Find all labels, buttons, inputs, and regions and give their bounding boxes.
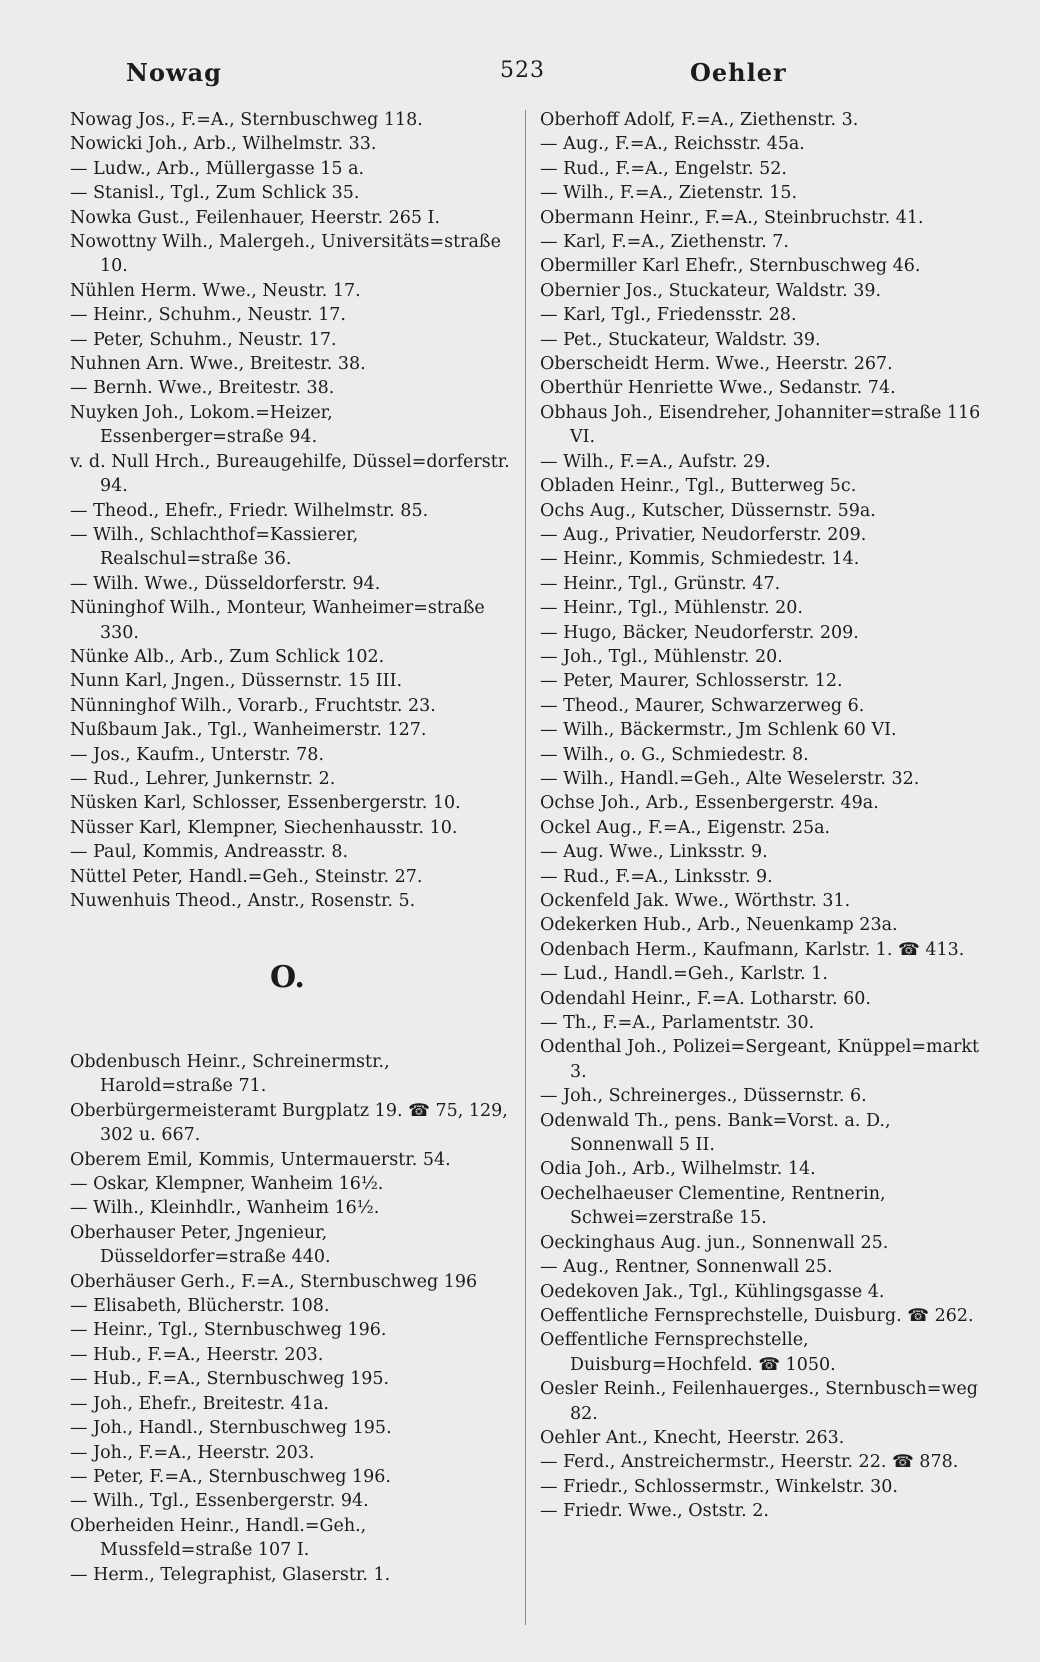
directory-entry: — Aug., F.=A., Reichsstr. 45a. [540,134,805,155]
directory-entry: — Ludw., Arb., Müllergasse 15 a. [70,158,365,179]
directory-entry: Nüsser Karl, Klempner, Siechenhausstr. 10. [70,817,458,838]
directory-entry: — Wilh., Schlachthof=Kassierer, Realschul=straße 36. [70,524,359,570]
directory-entry: Ochs Aug., Kutscher, Düssernstr. 59a. [540,500,876,521]
directory-entry: Oeckinghaus Aug. jun., Sonnenwall 25. [540,1232,889,1253]
directory-entry: Nüninghof Wilh., Monteur, Wanheimer=straße 330. [70,598,485,643]
directory-entry: — Theod., Ehefr., Friedr. Wilhelmstr. 85. [70,500,429,521]
page-header [0,58,1040,98]
directory-entry: Oberhäuser Gerh., F.=A., Sternbuschweg 196 [70,1271,478,1292]
directory-entry: Nowka Gust., Feilenhauer, Heerstr. 265 I. [70,207,441,228]
directory-entry: v. d. Null Hrch., Bureaugehilfe, Düssel=dorferstr. 94. [70,451,510,497]
directory-entry: — Herm., Telegraphist, Glaserstr. 1. [70,1564,391,1585]
directory-entry: Odendahl Heinr., F.=A. Lotharstr. 60. [540,988,871,1009]
directory-entry: Odekerken Hub., Arb., Neuenkamp 23a. [540,915,898,936]
directory-entry: Oberem Emil, Kommis, Untermauerstr. 54. [70,1149,451,1170]
directory-entry: — Elisabeth, Blücherstr. 108. [70,1296,330,1317]
directory-entry: Odenwald Th., pens. Bank=Vorst. a. D., Sonnenwall 5 II. [540,1110,891,1156]
directory-entry: Obladen Heinr., Tgl., Butterweg 5c. [540,476,857,497]
directory-entry: Oeffentliche Fernsprechstelle, Duisburg=Hochfeld. ☎ 1050. [540,1330,836,1375]
directory-entry: Oberheiden Heinr., Handl.=Geh., Mussfeld=straße 107 I. [70,1515,367,1561]
directory-entry: Nühlen Herm. Wwe., Neustr. 17. [70,280,361,301]
directory-entry: Ockenfeld Jak. Wwe., Wörthstr. 31. [540,891,851,911]
directory-entry: — Wilh., F.=A., Zietenstr. 15. [540,183,798,204]
directory-entry: Oehler Ant., Knecht, Heerstr. 263. [540,1427,845,1448]
column-divider [525,110,526,1625]
directory-entry: — Th., F.=A., Parlamentstr. 30. [540,1013,815,1034]
directory-entry: — Karl, Tgl., Friedensstr. 28. [540,305,797,326]
directory-entry: Nüsken Karl, Schlosser, Essenbergerstr. 10. [70,793,461,814]
directory-entry: — Wilh., F.=A., Aufstr. 29. [540,451,771,472]
directory-entry: — Wilh., o. G., Schmiedestr. 8. [540,744,809,765]
directory-entry: Odenthal Joh., Polizei=Sergeant, Knüppel=markt 3. [540,1037,980,1082]
directory-entry: Oberscheidt Herm. Wwe., Heerstr. 267. [540,354,893,375]
directory-entry: Oechelhaeuser Clementine, Rentnerin, Schwei=zerstraße 15. [540,1183,886,1229]
directory-entry: — Lud., Handl.=Geh., Karlstr. 1. [540,964,828,985]
directory-entry: — Jos., Kaufm., Unterstr. 78. [70,744,325,765]
section-letter: O. [270,960,305,995]
directory-entry: — Hub., F.=A., Heerstr. 203. [70,1344,324,1365]
directory-entry: — Wilh., Handl.=Geh., Alte Weselerstr. 32. [540,768,920,789]
directory-entry: — Friedr., Schlossermstr., Winkelstr. 30. [540,1476,898,1497]
directory-entry: Nußbaum Jak., Tgl., Wanheimerstr. 127. [70,720,427,741]
directory-entry: — Theod., Maurer, Schwarzerweg 6. [540,695,865,716]
left-column-o-entries [70,1050,510,1587]
directory-entry: Obermiller Karl Ehefr., Sternbuschweg 46. [540,256,921,277]
directory-entry: Nünke Alb., Arb., Zum Schlick 102. [70,646,385,667]
header-right-keyword: Oehler [690,58,787,87]
directory-entry: — Heinr., Schuhm., Neustr. 17. [70,305,346,326]
directory-entry: — Wilh., Tgl., Essenbergerstr. 94. [70,1491,369,1512]
directory-entry: — Karl, F.=A., Ziethenstr. 7. [540,232,789,253]
directory-entry: — Joh., Ehefr., Breitestr. 41a. [70,1393,329,1414]
directory-entry: — Heinr., Tgl., Mühlenstr. 20. [540,598,803,619]
directory-entry: Oedekoven Jak., Tgl., Kühlingsgasse 4. [540,1281,885,1302]
directory-entry: — Bernh. Wwe., Breitestr. 38. [70,378,335,399]
directory-entry: — Stanisl., Tgl., Zum Schlick 35. [70,183,360,204]
directory-entry: Obermann Heinr., F.=A., Steinbruchstr. 41. [540,207,924,228]
directory-entry: — Joh., Schreinerges., Düssernstr. 6. [540,1086,867,1107]
directory-entry: — Joh., Tgl., Mühlenstr. 20. [540,646,783,667]
directory-entry: Obdenbusch Heinr., Schreinermstr., Harold=straße 71. [70,1052,390,1097]
directory-entry: — Aug., Privatier, Neudorferstr. 209. [540,524,867,545]
directory-entry: — Joh., Handl., Sternbuschweg 195. [70,1418,392,1439]
directory-entry: Nuwenhuis Theod., Anstr., Rosenstr. 5. [70,891,416,911]
directory-entry: — Wilh., Kleinhdlr., Wanheim 16½. [70,1198,380,1219]
directory-entry: — Hugo, Bäcker, Neudorferstr. 209. [540,622,859,643]
directory-entry: Nüttel Peter, Handl.=Geh., Steinstr. 27. [70,866,423,887]
directory-entry: — Heinr., Tgl., Grünstr. 47. [540,573,781,594]
directory-entry: — Rud., F.=A., Linksstr. 9. [540,866,773,887]
directory-entry: — Heinr., Tgl., Sternbuschweg 196. [70,1320,387,1341]
directory-entry: — Wilh. Wwe., Düsseldorferstr. 94. [70,573,381,594]
directory-entry: Odenbach Herm., Kaufmann, Karlstr. 1. ☎ 413. [540,939,965,960]
directory-entry: — Rud., Lehrer, Junkernstr. 2. [70,768,336,789]
directory-entry: — Paul, Kommis, Andreasstr. 8. [70,842,349,863]
directory-entry: Nowag Jos., F.=A., Sternbuschweg 118. [70,110,423,130]
directory-entry: Oesler Reinh., Feilenhauerges., Sternbusch=weg 82. [540,1379,978,1424]
directory-entry: Oberthür Henriette Wwe., Sedanstr. 74. [540,378,896,399]
page-number: 523 [500,58,545,83]
directory-entry: — Ferd., Anstreichermstr., Heerstr. 22. ☎ 878. [540,1452,959,1473]
header-left-keyword: Nowag [126,58,222,87]
directory-entry: Oberhauser Peter, Jngenieur, Düsseldorfer=straße 440. [70,1222,331,1268]
directory-entry: Oberhoff Adolf, F.=A., Ziethenstr. 3. [540,110,859,130]
left-column-entries [70,108,510,913]
directory-entry: Obhaus Joh., Eisendreher, Johanniter=straße 116 VI. [540,402,981,448]
directory-entry: Oberbürgermeisteramt Burgplatz 19. ☎ 75, 129, 302 u. 667. [70,1100,508,1146]
directory-entry: — Peter, Schuhm., Neustr. 17. [70,329,337,350]
directory-entry: — Oskar, Klempner, Wanheim 16½. [70,1174,384,1195]
directory-entry: Odia Joh., Arb., Wilhelmstr. 14. [540,1159,816,1180]
directory-entry: — Friedr. Wwe., Oststr. 2. [540,1501,769,1522]
directory-entry: — Pet., Stuckateur, Waldstr. 39. [540,329,821,350]
directory-entry: — Joh., F.=A., Heerstr. 203. [70,1442,315,1463]
directory-entry: — Wilh., Bäckermstr., Jm Schlenk 60 VI. [540,720,897,741]
directory-entry: Nunn Karl, Jngen., Düssernstr. 15 III. [70,671,403,692]
directory-entry: Nünninghof Wilh., Vorarb., Fruchtstr. 23. [70,695,436,716]
directory-entry: — Hub., F.=A., Sternbuschweg 195. [70,1369,390,1390]
directory-entry: Ochse Joh., Arb., Essenbergerstr. 49a. [540,793,879,814]
directory-entry: — Aug. Wwe., Linksstr. 9. [540,842,768,863]
directory-entry: — Peter, Maurer, Schlosserstr. 12. [540,671,843,692]
directory-entry: Nuhnen Arn. Wwe., Breitestr. 38. [70,354,366,375]
right-column-entries [540,108,985,1524]
directory-entry: Nowicki Joh., Arb., Wilhelmstr. 33. [70,134,377,155]
directory-entry: Nuyken Joh., Lokom.=Heizer, Essenberger=straße 94. [70,402,333,448]
directory-entry: Obernier Jos., Stuckateur, Waldstr. 39. [540,280,882,301]
directory-entry: Ockel Aug., F.=A., Eigenstr. 25a. [540,817,831,838]
directory-entry: — Rud., F.=A., Engelstr. 52. [540,158,787,179]
directory-entry: — Heinr., Kommis, Schmiedestr. 14. [540,549,860,570]
directory-entry: — Aug., Rentner, Sonnenwall 25. [540,1257,833,1278]
directory-entry: — Peter, F.=A., Sternbuschweg 196. [70,1466,391,1487]
directory-entry: Nowottny Wilh., Malergeh., Universitäts=straße 10. [70,232,501,277]
directory-entry: Oeffentliche Fernsprechstelle, Duisburg. ☎ 262. [540,1305,974,1326]
